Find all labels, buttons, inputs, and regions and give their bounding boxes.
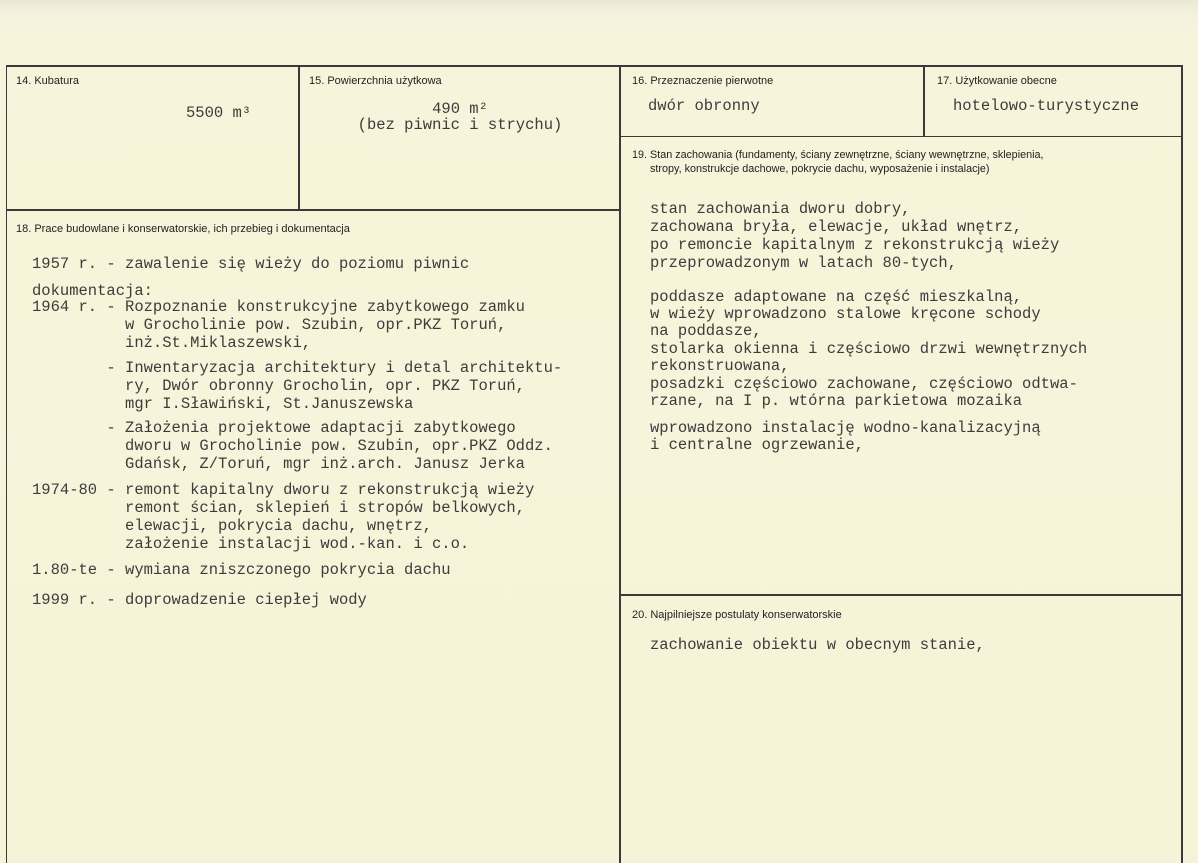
field-18-line: dokumentacja: [32,282,153,300]
field-18-line: założenie instalacji wod.-kan. i c.o. [32,535,470,553]
left-border [6,65,7,863]
field-15-value-line2: (bez piwnic i strychu) [357,116,563,134]
field-19-line: i centralne ogrzewanie, [650,436,864,454]
right-border [1181,65,1183,863]
field-18-line: 1974-80 - remont kapitalny dworu z rekonstrukcją wieży [32,481,535,499]
field-19-label-line2: stropy, konstrukcje dachowe, pokrycie dachu, wyposażenie i instalacje) [650,163,990,175]
rule-under-16-17 [620,136,1182,137]
field-19-line: w wieży wprowadzono stalowe kręcone schody [650,305,1041,323]
field-14-label: 14. Kubatura [16,75,79,87]
field-19-line: wprowadzono instalację wodno-kanalizacyjną [650,419,1041,437]
top-rule [6,65,1182,67]
field-15-label: 15. Powierzchnia użytkowa [309,75,442,87]
field-18-line: dworu w Grocholinie pow. Szubin, opr.PKZ Oddz. [32,437,553,455]
field-18-text [32,255,617,615]
field-19-label-line1: 19. Stan zachowania (fundamenty, ściany zewnętrzne, ściany wewnętrzne, sklepienia, [632,149,1044,161]
field-19-line: stolarka okienna i częściowo drzwi wewnętrznych [650,340,1088,358]
divider-14-15 [298,65,300,210]
field-18-line: - Inwentaryzacja architektury i detal architektu- [32,359,563,377]
field-18-line: 1.80-te - wymiana zniszczonego pokrycia dachu [32,561,451,579]
field-19-line: przeprowadzonym w latach 80-tych, [650,254,957,272]
field-18-line: remont ścian, sklepień i stropów belkowych, [32,499,525,517]
field-19-line: rzane, na I p. wtórna parkietowa mozaika [650,392,1023,410]
field-18-line: mgr I.Sławiński, St.Januszewska [32,395,414,413]
field-18-line: 1957 r. - zawalenie się wieży do poziomu piwnic [32,255,470,273]
field-16-value: dwór obronny [648,97,760,115]
field-14-value: 5500 m³ [186,104,252,122]
field-19-line: posadzki częściowo zachowane, częściowo odtwa- [650,375,1078,393]
field-15-value-line1: 490 m² [432,100,488,118]
field-18-line: - Założenia projektowe adaptacji zabytkowego [32,419,516,437]
field-18-label: 18. Prace budowlane i konserwatorskie, ich przebieg i dokumentacja [16,223,350,235]
field-19-line: zachowana bryła, elewacje, układ wnętrz, [650,218,1023,236]
field-18-line: w Grocholinie pow. Szubin, opr.PKZ Toruń, [32,316,507,334]
field-17-label: 17. Użytkowanie obecne [937,75,1057,87]
rule-under-14-15 [6,209,620,211]
divider-16-17 [923,65,925,137]
field-18-line: elewacji, pokrycia dachu, wnętrz, [32,517,432,535]
field-18-line: inż.St.Miklaszewski, [32,334,312,352]
field-19-line: poddasze adaptowane na część mieszkalną, [650,288,1023,306]
field-19-line: po remoncie kapitalnym z rekonstrukcją wieży [650,236,1060,254]
field-20-value: zachowanie obiektu w obecnym stanie, [650,636,985,654]
field-18-line: 1964 r. - Rozpoznanie konstrukcyjne zabytkowego zamku [32,298,525,316]
field-19-line: stan zachowania dworu dobry, [650,200,911,218]
field-18-line: Gdańsk, Z/Toruń, mgr inż.arch. Janusz Jerka [32,455,525,473]
field-16-label: 16. Przeznaczenie pierwotne [632,75,774,87]
center-divider [619,65,621,863]
field-19-line: rekonstruowana, [650,357,790,375]
field-17-value: hotelowo-turystyczne [953,97,1140,115]
field-18-line: 1999 r. - doprowadzenie ciepłej wody [32,591,367,609]
field-19-text [650,200,1180,460]
rule-above-20 [620,594,1182,596]
field-18-line: ry, Dwór obronny Grocholin, opr. PKZ Toruń, [32,377,525,395]
field-19-line: na poddasze, [650,322,762,340]
field-20-label: 20. Najpilniejsze postulaty konserwatorskie [632,609,842,621]
